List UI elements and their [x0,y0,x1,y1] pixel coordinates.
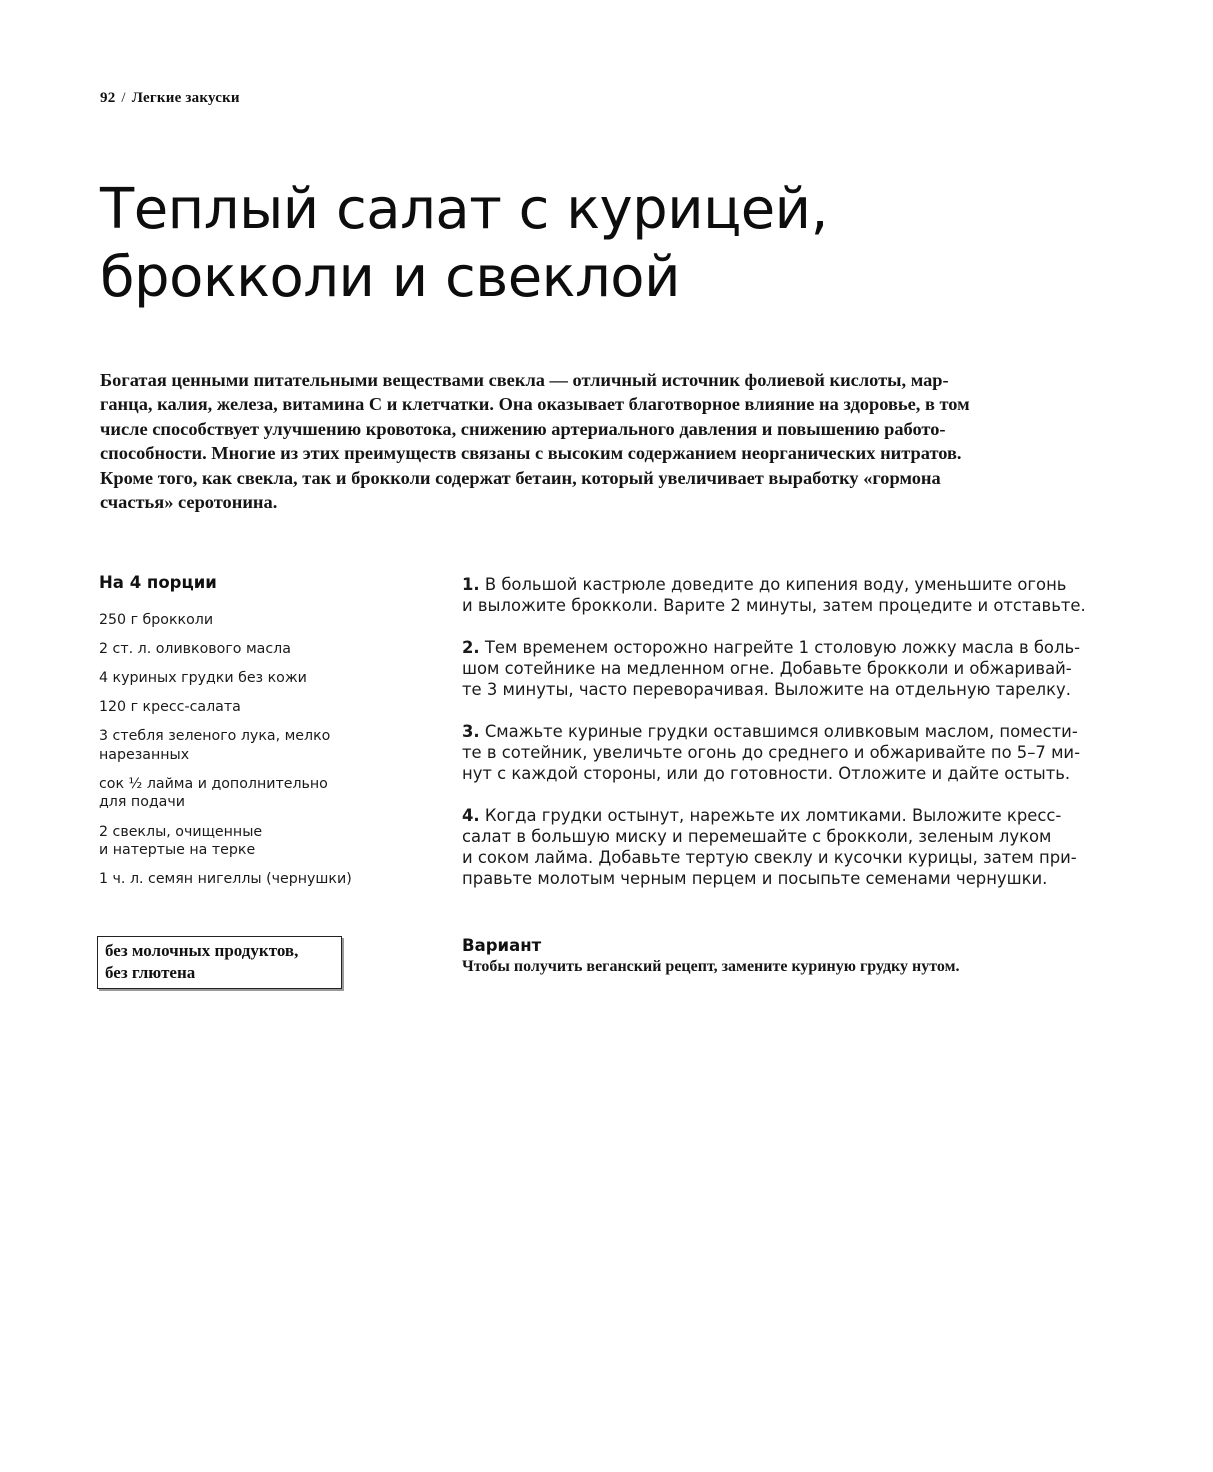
step-line: и выложите брокколи. Варите 2 минуты, затем процедите и отставьте. [462,596,1086,615]
servings-heading: На 4 порции [99,573,217,592]
ingredient-item [99,870,399,889]
ingredient-line: 2 свеклы, очищенные [99,823,263,840]
variant-section [462,935,1122,977]
title-line: брокколи и свеклой [100,245,680,310]
method-step [462,721,1122,784]
ingredient-item [99,823,399,860]
method-steps [462,574,1122,910]
intro-paragraph [100,368,1110,514]
ingredient-item [99,775,399,812]
ingredient-item [99,698,399,717]
step-line [462,805,1122,826]
method-step [462,637,1122,700]
intro-line: счастья» серотонина. [100,492,278,513]
dietary-tag-box [97,936,342,989]
page-number: 92 [100,90,116,106]
dietary-tag-line: без глютена [105,963,196,982]
intro-line: числе способствует улучшению кровотока, снижению артериального давления и повышению работо- [100,418,946,439]
dietary-tag-line: без молочных продуктов, [105,941,299,960]
ingredient-line: 4 куриных грудки без кожи [99,670,307,687]
ingredient-item [99,640,399,659]
step-text: Тем временем осторожно нагрейте 1 столовую ложку масла в боль- [484,638,1081,657]
step-line: шом сотейнике на медленном огне. Добавьте брокколи и обжаривай- [462,659,1072,678]
header-separator: / [121,90,126,106]
variant-text: Чтобы получить веганский рецепт, замените куриную грудку нутом. [462,958,960,975]
section-name: Легкие закуски [131,90,240,106]
step-line: салат в большую миску и перемешайте с брокколи, зеленым луком [462,827,1052,846]
step-line: правьте молотым черным перцем и посыпьте семенами чернушки. [462,869,1048,888]
ingredient-list [99,611,399,889]
ingredient-line: 1 ч. л. семян нигеллы (чернушки) [99,871,352,888]
ingredient-line: 2 ст. л. оливкового масла [99,641,291,658]
recipe-title [100,176,1100,312]
step-text: Смажьте куриные грудки оставшимся оливковым маслом, помести- [484,722,1078,741]
step-number: 3. [462,722,480,741]
step-line [462,574,1122,595]
ingredients-column [99,573,399,899]
step-number: 4. [462,806,480,825]
ingredient-line: 120 г кресс-салата [99,699,241,716]
ingredient-line: для подачи [99,794,185,811]
step-number: 1. [462,575,480,594]
method-step [462,805,1122,889]
step-line [462,721,1122,742]
step-line: нут с каждой стороны, или до готовности. Отложите и дайте остыть. [462,764,1071,783]
ingredient-line: 3 стебля зеленого лука, мелко [99,728,331,745]
ingredient-line: и натертые на терке [99,842,256,859]
ingredient-line: нарезанных [99,746,190,763]
step-line: те в сотейник, увеличьте огонь до среднего и обжаривайте по 5–7 ми- [462,743,1081,762]
ingredient-line: 250 г брокколи [99,612,214,628]
running-head [100,90,240,107]
intro-line: Кроме того, как свекла, так и брокколи содержат бетаин, который увеличивает выработку «гормона [100,467,941,488]
title-line: Теплый салат с курицей, [100,177,828,242]
step-line [462,637,1122,658]
step-line: и соком лайма. Добавьте тертую свеклу и кусочки курицы, затем при- [462,848,1077,867]
intro-line: способности. Многие из этих преимуществ связаны с высоким содержанием неорганических нитратов. [100,443,962,464]
step-text: Когда грудки остынут, нарежьте их ломтиками. Выложите кресс- [484,806,1062,825]
method-step [462,574,1122,616]
ingredient-line: сок ½ лайма и дополнительно [99,775,328,792]
ingredient-item [99,727,399,764]
ingredient-item [99,669,399,688]
variant-heading: Вариант [462,936,542,955]
intro-line: ганца, калия, железа, витамина С и клетчатки. Она оказывает благотворное влияние на здоровье, в том [100,394,970,415]
step-text: В большой кастрюле доведите до кипения воду, уменьшите огонь [484,575,1067,594]
step-line: те 3 минуты, часто переворачивая. Выложите на отдельную тарелку. [462,680,1071,699]
ingredient-item [99,611,399,630]
step-number: 2. [462,638,480,657]
intro-line: Богатая ценными питательными веществами свекла — отличный источник фолиевой кислоты, мар- [100,370,949,390]
